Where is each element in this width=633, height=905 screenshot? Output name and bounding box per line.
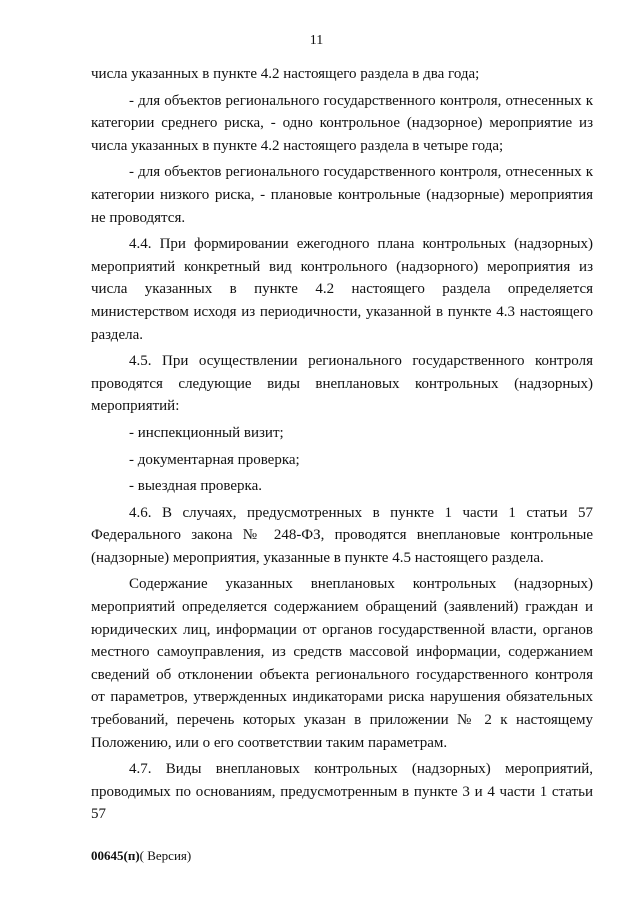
list-item-low-risk: - для объектов регионального государственного контроля, отнесенных к категории низкого риска, - плановые контрольные (надзорные) мероприятия не проводятся. xyxy=(91,164,593,226)
paragraph-4-7: 4.7. Виды внеплановых контрольных (надзорных) мероприятий, проводимых по основаниям, предусмотренным в пункте 3 и 4 части 1 статьи 57 xyxy=(91,761,593,823)
paragraph-continuation: числа указанных в пункте 4.2 настоящего раздела в два года; xyxy=(91,66,480,82)
document-code: 00645(п) xyxy=(91,848,140,863)
page-number: 11 xyxy=(309,33,324,48)
version-label: ( Версия) xyxy=(139,848,192,863)
list-item-inspection-visit: - инспекционный визит; xyxy=(129,424,284,441)
list-item-onsite-check: - выездная проверка. xyxy=(129,478,263,495)
footer-document-id xyxy=(91,848,191,864)
document-body xyxy=(91,63,593,826)
list-item-medium-risk: - для объектов регионального государственного контроля, отнесенных к категории среднего риска, - одно контрольное (надзорное) мероприятие из числа указанных в пункте 4.2 настоящего раздела в четыре года; xyxy=(91,92,593,154)
paragraph-4-6: 4.6. В случаях, предусмотренных в пункте 1 части 1 статьи 57 Федерального закона № 248-ФЗ, проводятся внеплановые контрольные (надзорные) мероприятия, указанные в пункте 4.5 настоящего раздела. xyxy=(91,504,593,566)
paragraph-4-5: 4.5. При осуществлении регионального государственного контроля проводятся следующие виды внеплановых контрольных (надзорных) мероприятий: xyxy=(91,353,593,415)
list-item-documentary-check: - документарная проверка; xyxy=(129,451,300,468)
paragraph-4-4: 4.4. При формировании ежегодного плана контрольных (надзорных) мероприятий конкретный вид контрольного (надзорного) мероприятия из числа указанных в пункте 4.2 настоящего раздела определяется министерством исходя из периодичности, указанной в пункте 4.3 настоящего раздела. xyxy=(91,236,593,343)
paragraph-content: Содержание указанных внеплановых контрольных (надзорных) мероприятий определяется содержанием обращений (заявлений) граждан и юридических лиц, информации от органов государственной власти, органов местного самоуправления, из средств массовой информации, содержанием сведений об отклонении объекта регионального государственного контроля от параметров, утвержденных индикаторами риска нарушения обязательных требований, перечень которых указан в приложении № 2 к настоящему Положению, или о его соответствии таким параметрам. xyxy=(91,576,593,751)
